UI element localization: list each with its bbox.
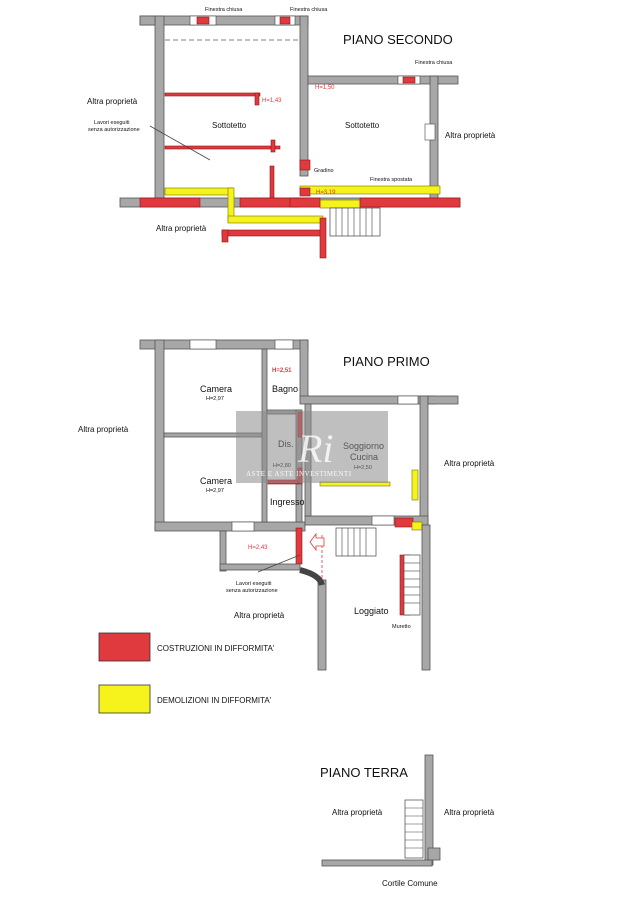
nonconforming-construction bbox=[255, 93, 259, 105]
watermark-text: ASTE E ASTE INVESTIMENTI bbox=[246, 470, 352, 478]
window-moved-label: Finestra spostata bbox=[370, 177, 413, 183]
nonconforming-demolition bbox=[412, 470, 418, 500]
wall bbox=[428, 396, 458, 404]
wall bbox=[438, 76, 458, 84]
room-label-sottotetto: Sottotetto bbox=[345, 121, 380, 130]
other-property-label: Altra proprietà bbox=[234, 611, 285, 620]
nonconforming-construction bbox=[320, 218, 326, 258]
nonconforming-demolition bbox=[412, 522, 422, 530]
nonconforming-construction bbox=[290, 198, 320, 207]
wall bbox=[420, 396, 428, 526]
staircase bbox=[330, 208, 380, 236]
window-symbol bbox=[275, 340, 293, 349]
nonconforming-construction bbox=[300, 188, 310, 196]
wall bbox=[422, 525, 430, 670]
nonconforming-construction bbox=[403, 77, 415, 83]
height-label: H=1,50 bbox=[315, 85, 335, 91]
nonconforming-construction bbox=[296, 528, 302, 564]
wall bbox=[318, 580, 326, 670]
courtyard-label: Cortile Comune bbox=[382, 879, 438, 888]
nonconforming-construction bbox=[222, 230, 322, 236]
window-symbol bbox=[232, 522, 254, 531]
room-label-ingresso: Ingresso bbox=[270, 497, 305, 507]
window-symbol bbox=[190, 340, 216, 349]
nonconforming-construction bbox=[140, 198, 200, 207]
height-label: H=3,19 bbox=[316, 190, 336, 196]
other-property-label: Altra proprietà bbox=[445, 131, 496, 140]
room-label-loggiato: Loggiato bbox=[354, 606, 389, 616]
window-symbol bbox=[398, 396, 418, 404]
other-property-label: Altra proprietà bbox=[87, 97, 138, 106]
nonconforming-construction bbox=[270, 166, 274, 198]
nonconforming-construction bbox=[165, 93, 260, 96]
curved-wall bbox=[300, 570, 322, 585]
height-label: H=1,43 bbox=[262, 98, 282, 104]
unauthorized-note-line1: Lavori eseguiti bbox=[236, 581, 272, 587]
other-property-label: Altra proprietà bbox=[156, 224, 207, 233]
room-label-sottotetto: Sottotetto bbox=[212, 121, 247, 130]
nonconforming-construction bbox=[395, 518, 413, 527]
unauthorized-note-line2: senza autorizzazione bbox=[88, 127, 140, 133]
nonconforming-construction bbox=[271, 140, 275, 152]
wall bbox=[300, 340, 308, 400]
unauthorized-note-line2: senza autorizzazione bbox=[226, 588, 278, 594]
room-height: H=2,43 bbox=[248, 545, 268, 551]
window-label: Finestra chiusa bbox=[205, 7, 243, 13]
legend-label-demolitions: DEMOLIZIONI IN DIFFORMITA' bbox=[157, 696, 272, 705]
muretto-label: Muretto bbox=[392, 624, 411, 630]
room-height: H=2,97 bbox=[206, 396, 224, 402]
room-label-camera: Camera bbox=[200, 384, 233, 394]
nonconforming-demolition bbox=[320, 200, 360, 208]
room-label-camera: Camera bbox=[200, 476, 233, 486]
nonconforming-demolition bbox=[165, 188, 233, 195]
wall bbox=[220, 564, 300, 570]
wall bbox=[155, 16, 164, 206]
wall bbox=[322, 860, 432, 866]
wall bbox=[155, 522, 305, 531]
first-floor-title: PIANO PRIMO bbox=[343, 354, 430, 369]
nonconforming-construction bbox=[165, 146, 280, 149]
room-height: H=2,97 bbox=[206, 488, 224, 494]
nonconforming-construction bbox=[360, 198, 460, 207]
other-property-label: Altra proprietà bbox=[78, 425, 129, 434]
wall bbox=[428, 848, 440, 860]
wall bbox=[300, 16, 308, 176]
room-label-bagno: Bagno bbox=[272, 384, 299, 394]
nonconforming-construction bbox=[222, 230, 228, 242]
legend-swatch-demolitions bbox=[99, 685, 150, 713]
staircase bbox=[405, 800, 423, 858]
nonconforming-construction bbox=[197, 17, 209, 24]
second-floor-title: PIANO SECONDO bbox=[343, 32, 453, 47]
wall bbox=[155, 340, 164, 530]
nonconforming-construction bbox=[280, 17, 290, 24]
nonconforming-construction bbox=[300, 160, 310, 170]
other-property-label: Altra proprietà bbox=[444, 459, 495, 468]
second-floor-plan bbox=[120, 16, 460, 258]
legend-label-constructions: COSTRUZIONI IN DIFFORMITA' bbox=[157, 644, 275, 653]
wall bbox=[140, 16, 155, 25]
legend-swatch-constructions bbox=[99, 633, 150, 661]
unauthorized-note-line1: Lavori eseguiti bbox=[94, 120, 130, 126]
ground-floor-title: PIANO TERRA bbox=[320, 765, 408, 780]
nonconforming-demolition bbox=[228, 216, 323, 223]
step-label: Gradino bbox=[314, 168, 334, 174]
window-symbol bbox=[372, 516, 394, 525]
room-height: H=2,51 bbox=[272, 368, 292, 374]
other-property-label: Altra proprietà bbox=[332, 808, 383, 817]
wall-niche bbox=[425, 124, 435, 140]
legend bbox=[99, 633, 150, 713]
staircase bbox=[404, 555, 420, 615]
other-property-label: Altra proprietà bbox=[444, 808, 495, 817]
window-label: Finestra chiusa bbox=[415, 60, 453, 66]
window-label: Finestra chiusa bbox=[290, 7, 328, 13]
watermark-monogram: Ri bbox=[298, 426, 334, 471]
